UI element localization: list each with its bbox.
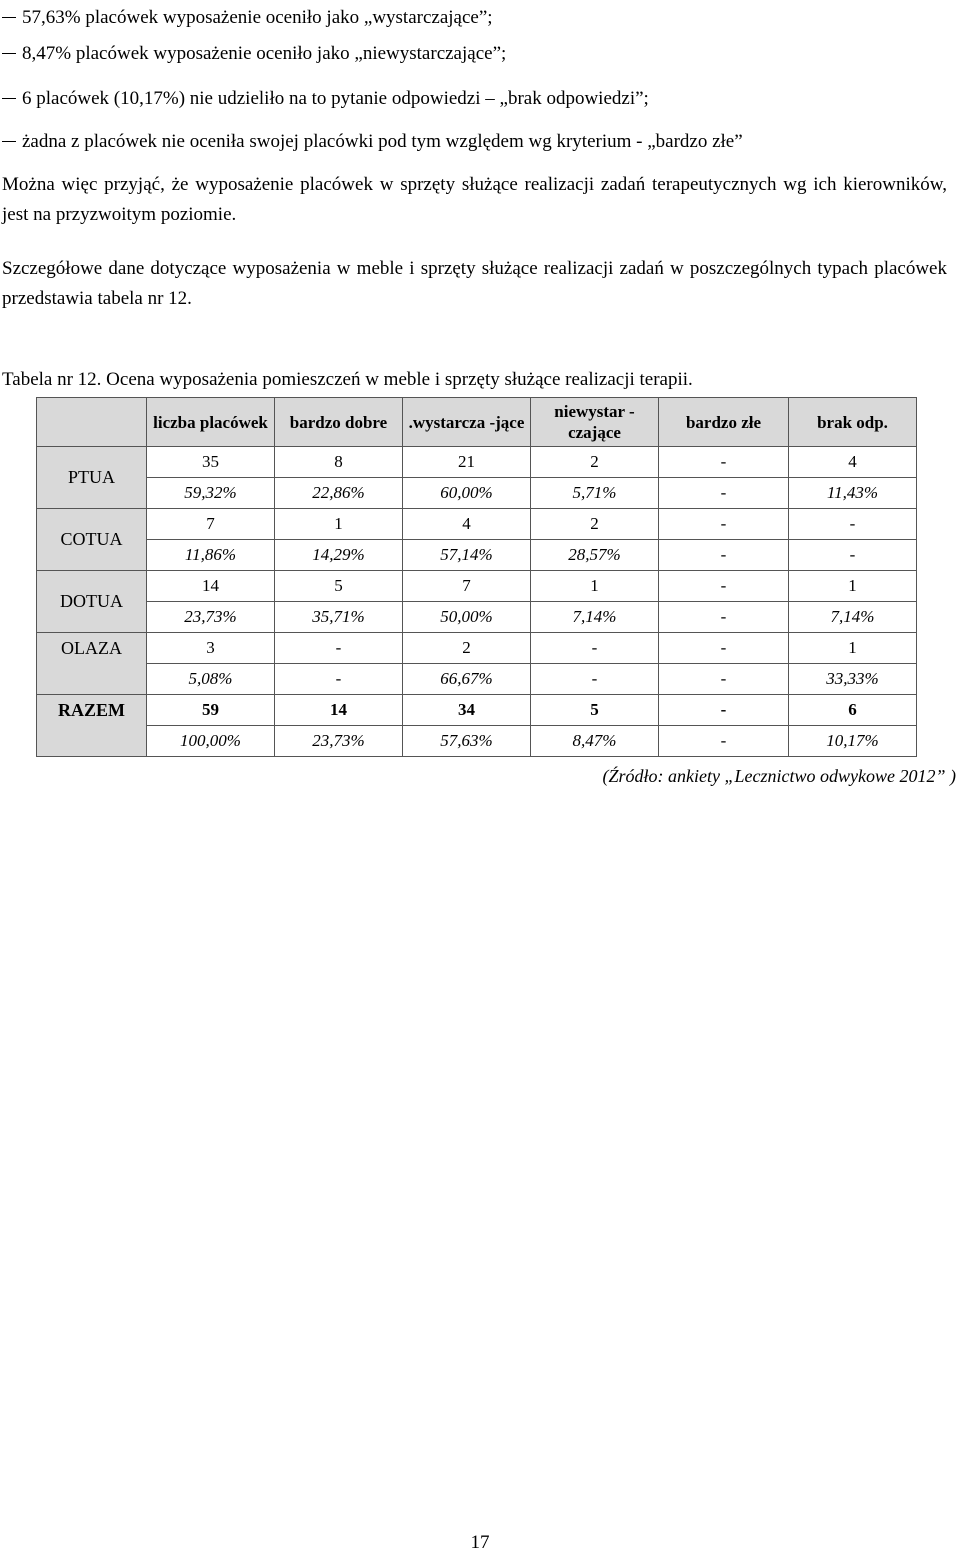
source-note: (Źródło: ankiety „Lecznictwo odwykowe 2012” ) (602, 766, 956, 786)
bullet-item: żadna z placówek nie oceniła swojej placówki pod tym względem wg kryterium - „bardzo złe” (2, 127, 743, 157)
table-cell: 10,17% (789, 726, 917, 757)
table-cell: 100,00% (147, 726, 275, 757)
table-cell: 11,43% (789, 478, 917, 509)
header-cell: .wystarcza -jące (403, 398, 531, 447)
table-cell: 1 (789, 633, 917, 664)
table-cell: 34 (403, 695, 531, 726)
table-cell: 57,14% (403, 540, 531, 571)
paragraph-conclusion: Można więc przyjąć, że wyposażenie placówek w sprzęty służące realizacji zadań terapeutycznych wg ich kierowników, jest na przyzwoitym poziomie. (2, 174, 947, 225)
table-cell: 66,67% (403, 664, 531, 695)
table-row-percent (37, 540, 917, 571)
table-cell: 4 (789, 447, 917, 478)
table-cell: - (659, 571, 789, 602)
header-cell: brak odp. (789, 398, 917, 447)
table-cell: - (659, 478, 789, 509)
table-cell: - (531, 633, 659, 664)
table-cell: - (789, 540, 917, 571)
table-cell: - (659, 509, 789, 540)
table-cell: 8 (275, 447, 403, 478)
table-caption: Tabela nr 12. Ocena wyposażenia pomieszczeń w meble i sprzęty służące realizacji terapii. (2, 369, 693, 390)
table-cell: 14 (147, 571, 275, 602)
bullet-item: 8,47% placówek wyposażenie oceniło jako „niewystarczające”; (2, 39, 506, 69)
table-cell: - (659, 726, 789, 757)
table-cell: 59 (147, 695, 275, 726)
dash-icon (2, 141, 16, 143)
table-cell: 2 (403, 633, 531, 664)
dash-icon (2, 53, 16, 55)
table-cell: 14,29% (275, 540, 403, 571)
table-row-percent (37, 478, 917, 509)
table-cell: 7 (147, 509, 275, 540)
table-cell: 8,47% (531, 726, 659, 757)
table-cell: 1 (789, 571, 917, 602)
row-label: COTUA (37, 509, 147, 571)
dash-icon (2, 17, 16, 19)
table-row-total-count (37, 695, 917, 726)
equipment-rating-table (36, 397, 917, 757)
row-label-total: RAZEM (37, 695, 147, 757)
row-label: PTUA (37, 447, 147, 509)
table-cell: 3 (147, 633, 275, 664)
header-cell: bardzo złe (659, 398, 789, 447)
table-cell: 28,57% (531, 540, 659, 571)
paragraph-details: Szczegółowe dane dotyczące wyposażenia w meble i sprzęty służące realizacji zadań w poszczególnych typach placówek przedstawia tabela nr 12. (2, 258, 947, 309)
table-row-percent (37, 664, 917, 695)
table-cell: - (789, 509, 917, 540)
header-cell: liczba placówek (147, 398, 275, 447)
table-cell: 14 (275, 695, 403, 726)
table-cell: 23,73% (147, 602, 275, 633)
table-cell: 35 (147, 447, 275, 478)
table-cell: 59,32% (147, 478, 275, 509)
header-cell: bardzo dobre (275, 398, 403, 447)
table-cell: 5,08% (147, 664, 275, 695)
table-cell: 21 (403, 447, 531, 478)
header-corner (37, 398, 147, 447)
table-cell: 23,73% (275, 726, 403, 757)
table-cell: - (659, 602, 789, 633)
table-cell: 5,71% (531, 478, 659, 509)
bullet-item: 57,63% placówek wyposażenie oceniło jako „wystarczające”; (2, 3, 493, 33)
table-cell: 57,63% (403, 726, 531, 757)
dash-icon (2, 98, 16, 100)
table-cell: - (531, 664, 659, 695)
table-row-total-percent (37, 726, 917, 757)
table-cell: - (275, 664, 403, 695)
table-cell: - (659, 664, 789, 695)
table-cell: 11,86% (147, 540, 275, 571)
table-cell: 50,00% (403, 602, 531, 633)
table-cell: 1 (531, 571, 659, 602)
table-cell: 5 (275, 571, 403, 602)
table-header-row (37, 398, 917, 447)
table-cell: - (659, 447, 789, 478)
table-cell: 1 (275, 509, 403, 540)
table-row-count (37, 447, 917, 478)
table-row-count (37, 571, 917, 602)
table-cell: - (659, 695, 789, 726)
header-cell: niewystar -czające (531, 398, 659, 447)
table-row-percent (37, 602, 917, 633)
table-cell: 22,86% (275, 478, 403, 509)
bullet-item: 6 placówek (10,17%) nie udzieliło na to pytanie odpowiedzi – „brak odpowiedzi”; (2, 84, 649, 114)
table-cell: 2 (531, 509, 659, 540)
table-cell: 6 (789, 695, 917, 726)
table-cell: 35,71% (275, 602, 403, 633)
row-label: DOTUA (37, 571, 147, 633)
table-cell: 7 (403, 571, 531, 602)
table-cell: 4 (403, 509, 531, 540)
table-cell: 5 (531, 695, 659, 726)
table-cell: 33,33% (789, 664, 917, 695)
table-cell: 7,14% (789, 602, 917, 633)
table-cell: - (275, 633, 403, 664)
table-cell: 60,00% (403, 478, 531, 509)
row-label: OLAZA (37, 633, 147, 695)
table-cell: 7,14% (531, 602, 659, 633)
table-row-count (37, 633, 917, 664)
page-number: 17 (470, 1532, 490, 1553)
table-cell: - (659, 540, 789, 571)
table-cell: 2 (531, 447, 659, 478)
table-cell: - (659, 633, 789, 664)
table-row-count (37, 509, 917, 540)
